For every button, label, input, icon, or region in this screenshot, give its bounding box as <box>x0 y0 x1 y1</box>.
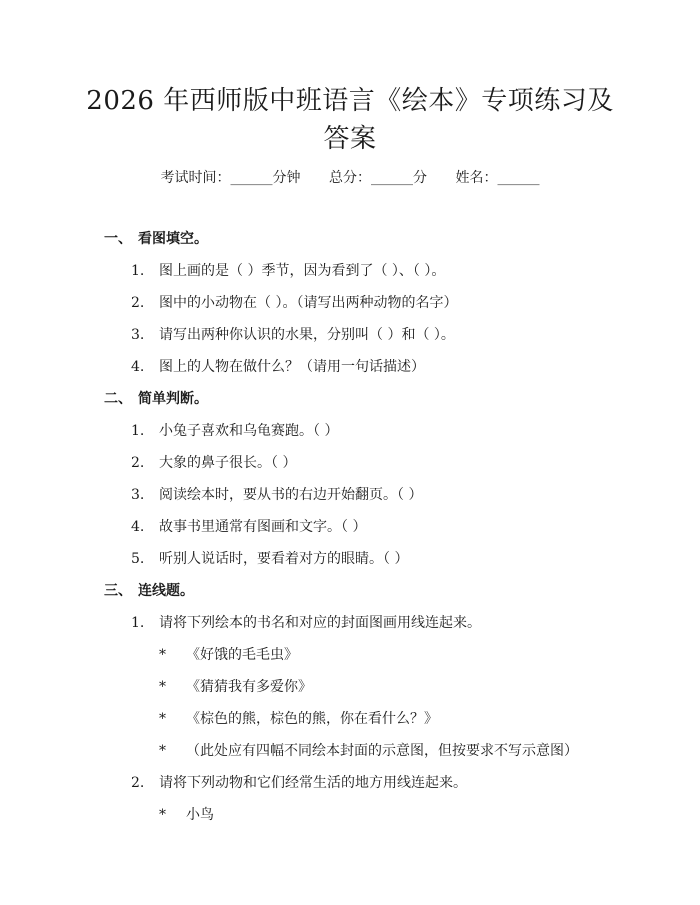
section-title: 连线题。 <box>138 583 194 599</box>
section-number: 一、 <box>104 231 132 247</box>
question-item: 4. 图上的人物在做什么？（请用一句话描述） <box>131 359 425 375</box>
question-item: 5. 听别人说话时，要看着对方的眼睛。（ ） <box>131 551 409 567</box>
section-title: 看图填空。 <box>138 231 208 247</box>
question-item: 3. 请写出两种你认识的水果，分别叫（ ）和（ ）。 <box>131 327 455 343</box>
question-item: 4. 故事书里通常有图画和文字。（ ） <box>131 519 367 535</box>
section-number: 二、 <box>104 391 132 407</box>
student-name: 姓名：______ <box>455 170 540 186</box>
question-item: 2. 请将下列动物和它们经常生活的地方用线连起来。 <box>131 775 467 791</box>
section-title: 简单判断。 <box>138 391 208 407</box>
bullet-marker: * <box>159 743 166 759</box>
question-item: 1. 图上画的是（ ）季节，因为看到了（ ）、（ ）。 <box>131 263 446 279</box>
list-item: * 《猜猜我有多爱你》 <box>159 679 312 695</box>
bullet-marker: * <box>159 679 166 695</box>
question-item: 1. 请将下列绘本的书名和对应的封面图画用线连起来。 <box>131 615 481 631</box>
list-item: * （此处应有四幅不同绘本封面的示意图，但按要求不写示意图） <box>159 743 578 759</box>
bullet-marker: * <box>159 807 166 823</box>
question-item: 2. 大象的鼻子很长。（ ） <box>131 455 297 471</box>
title-line-2: 答案 <box>323 124 377 154</box>
list-item: * 小鸟 <box>159 807 214 823</box>
title-line-1: 2026 年西师版中班语言《绘本》专项练习及 <box>86 86 614 116</box>
section-heading <box>104 581 194 601</box>
section-heading <box>104 229 208 249</box>
total-score: 总分：______分 <box>329 170 427 186</box>
bullet-marker: * <box>159 711 166 727</box>
section-heading <box>104 389 208 409</box>
list-item: * 《好饿的毛毛虫》 <box>159 647 298 663</box>
question-item: 2. 图中的小动物在（ ）。（请写出两种动物的名字） <box>131 295 458 311</box>
question-item: 1. 小兔子喜欢和乌龟赛跑。（ ） <box>131 423 339 439</box>
exam-time: 考试时间：______分钟 <box>160 170 301 186</box>
list-item: * 《棕色的熊，棕色的熊，你在看什么？》 <box>159 711 438 727</box>
bullet-marker: * <box>159 647 166 663</box>
exam-meta <box>0 168 700 188</box>
question-item: 3. 阅读绘本时，要从书的右边开始翻页。（ ） <box>131 487 423 503</box>
section-number: 三、 <box>104 583 132 599</box>
document-title <box>80 82 620 158</box>
